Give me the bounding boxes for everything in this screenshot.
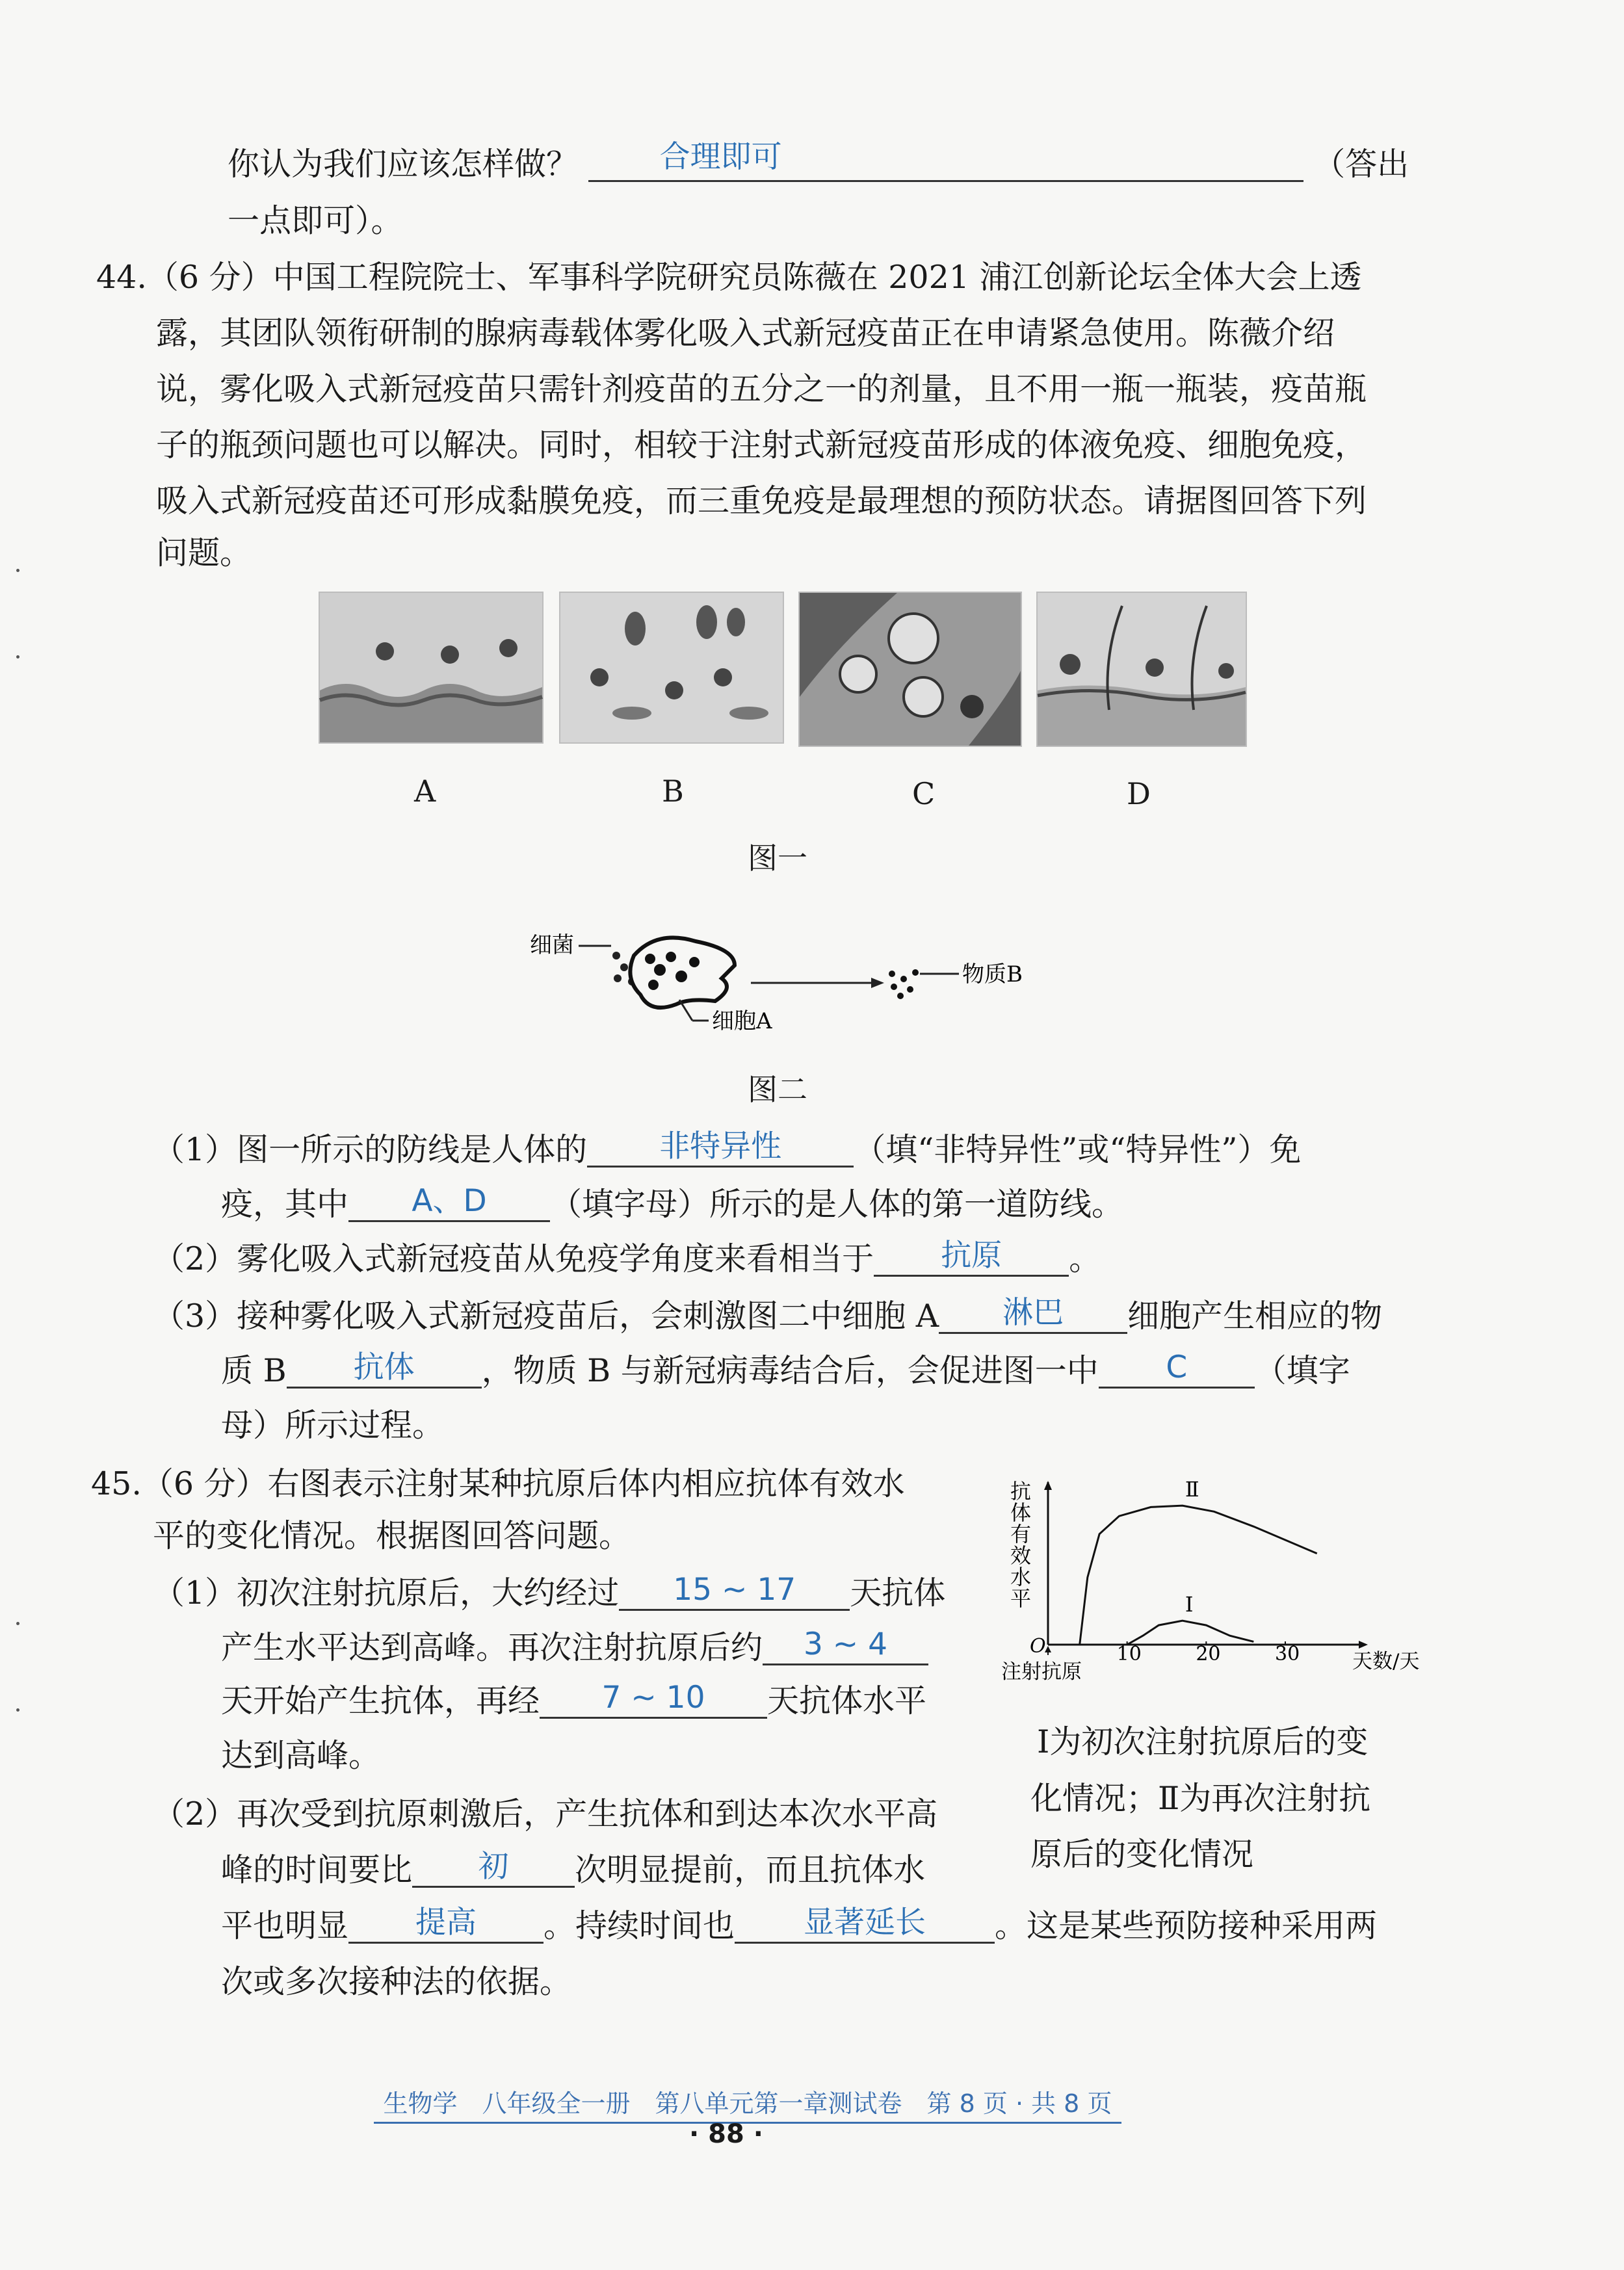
q45-p1-line4 <box>221 1737 381 1774</box>
q44-line-1: 44.（6 分）中国工程院院士、军事科学院研究员陈薇在 2021 浦江创新论坛全体大会上透 <box>96 259 1362 296</box>
q44-p3-answer1: 淋巴 <box>1002 1295 1064 1331</box>
fig1-label-c: C <box>912 776 936 811</box>
y-axis-label-char: 体 <box>1010 1500 1032 1525</box>
q45-p2-text-g: 次或多次接种法的依据。 <box>221 1963 572 2000</box>
fig2-bacteria-label: 细菌 <box>530 932 574 958</box>
q45-p2-blank3[interactable] <box>735 1905 995 1944</box>
q45-p1-blank3[interactable] <box>540 1680 767 1719</box>
injection-label: 注射抗原 <box>1001 1660 1082 1684</box>
q44-p3-blank1[interactable] <box>939 1295 1127 1334</box>
q45-p1-text-d: 天开始产生抗体，再经 <box>221 1682 540 1719</box>
q45-p1-blank1[interactable] <box>619 1572 850 1611</box>
fig1-label-a: A <box>414 774 436 809</box>
q45-p2-blank2[interactable] <box>348 1905 544 1944</box>
q45-p2-text-d: 平也明显 <box>221 1907 349 1944</box>
q44-p3-blank3[interactable] <box>1099 1350 1255 1389</box>
fig1-image-a <box>319 592 544 744</box>
fig1-c-drawing <box>800 593 1021 746</box>
q44-p3-answer2: 抗体 <box>353 1350 415 1385</box>
q45-p1-blank2[interactable] <box>763 1626 928 1665</box>
q44-p2-text-a: （2）雾化吸入式新冠疫苗从免疫学角度来看相当于 <box>153 1240 874 1277</box>
x-tick-label: 10 <box>1116 1643 1142 1665</box>
q44-p3-text-a: （3）接种雾化吸入式新冠疫苗后，会刺激图二中细胞 A <box>153 1298 939 1335</box>
q45-p1-text-a: （1）初次注射抗原后，大约经过 <box>153 1574 620 1611</box>
q44-line-3: 说，雾化吸入式新冠疫苗只需针剂疫苗的五分之一的剂量，且不用一瓶一瓶装，疫苗瓶 <box>156 371 1367 408</box>
fig2-substance-label: 物质B <box>962 961 1023 987</box>
q44-p1-blank2[interactable] <box>348 1183 550 1222</box>
q45-p1-text-e: 天抗体水平 <box>767 1682 927 1719</box>
fig1-image-d <box>1036 592 1247 747</box>
q44-p1-text-b: （填“非特异性”或“特异性”）免 <box>854 1131 1302 1168</box>
fig2-diagram <box>520 917 1053 1047</box>
q45-p1-text-c: 产生水平达到高峰。再次注射抗原后约 <box>221 1629 763 1666</box>
origin-label: O <box>1030 1635 1046 1658</box>
chart-note-line1: Ⅰ为初次注射抗原后的变 <box>1037 1723 1369 1760</box>
q45-p2-answer2: 提高 <box>415 1905 477 1940</box>
x-tick-label: 20 <box>1196 1643 1221 1665</box>
fig1-d-drawing <box>1038 593 1246 746</box>
q45-p2-line1 <box>153 1795 938 1833</box>
fig2-caption: 图二 <box>748 1072 807 1107</box>
q44-line-4: 子的瓶颈问题也可以解决。同时，相较于注射式新冠疫苗形成的体液免疫、细胞免疫， <box>156 426 1367 463</box>
q43-answer-blank[interactable] <box>588 139 1303 182</box>
q45-p2-text-b: 峰的时间要比 <box>221 1851 413 1888</box>
q44-p3-text-e: （填字 <box>1254 1352 1350 1389</box>
margin-mark <box>16 1708 20 1712</box>
q45-p1-answer2: 3 ~ 4 <box>803 1626 888 1662</box>
q44-line-2: 露，其团队领衔研制的腺病毒载体雾化吸入式新冠疫苗正在申请紧急使用。陈薇介绍 <box>156 315 1335 352</box>
y-axis-label-char: 平 <box>1010 1586 1032 1611</box>
q45-p2-line3 <box>221 1905 1378 1944</box>
q45-p2-answer3: 显著延长 <box>804 1905 926 1940</box>
x-axis-arrow <box>1359 1641 1368 1649</box>
q44-p3-text-b: 细胞产生相应的物 <box>1127 1298 1383 1335</box>
q44-p1-text-d: （填字母）所示的是人体的第一道防线。 <box>550 1186 1124 1223</box>
page-number: · 88 · <box>689 2119 763 2149</box>
q45-p2-line2 <box>221 1849 926 1888</box>
series-label-2: Ⅱ <box>1185 1477 1199 1502</box>
fig1-label-b: B <box>662 774 684 809</box>
y-axis-label-char: 水 <box>1010 1565 1032 1589</box>
q44-p1-line1 <box>153 1128 1302 1168</box>
q45-line-1: 45.（6 分）右图表示注射某种抗原后体内相应抗体有效水 <box>91 1465 905 1502</box>
fig2-cell-label: 细胞A <box>712 1008 772 1034</box>
q45-p2-blank1[interactable] <box>412 1849 575 1888</box>
fig1-a-drawing <box>320 593 542 742</box>
q45-p2-text-c: 次明显提前，而且抗体水 <box>575 1851 926 1888</box>
q45-p1-text-b: 天抗体 <box>850 1574 946 1611</box>
q44-p1-text-a: （1）图一所示的防线是人体的 <box>153 1131 588 1168</box>
chart-note-line2: 化情况；Ⅱ为再次注射抗 <box>1030 1780 1371 1817</box>
q44-p3-text-d: ，物质 B 与新冠病毒结合后，会促进图一中 <box>481 1352 1099 1389</box>
chart-note-line3: 原后的变化情况 <box>1030 1836 1254 1873</box>
q44-p3-line2 <box>221 1350 1350 1389</box>
q44-p1-blank1[interactable] <box>587 1128 854 1168</box>
q44-p1-text-c: 疫，其中 <box>221 1186 349 1223</box>
margin-mark <box>16 1622 20 1625</box>
fig1-image-c <box>798 592 1022 747</box>
q44-p1-line2 <box>221 1183 1124 1223</box>
q44-p2-answer: 抗原 <box>941 1238 1002 1273</box>
q45-p1-line1 <box>153 1572 946 1611</box>
x-axis-label: 天数/天 <box>1352 1650 1420 1673</box>
q44-p3-text-f: 母）所示过程。 <box>221 1407 445 1444</box>
q43-prompt-end: （答出 <box>1313 146 1409 183</box>
q45-p2-text-a: （2）再次受到抗原刺激后，产生抗体和到达本次水平高 <box>153 1795 938 1833</box>
q44-p3-answer3: C <box>1166 1350 1188 1385</box>
q44-line-6: 问题。 <box>156 534 252 571</box>
q45-p2-text-f: 。这是某些预防接种采用两 <box>995 1907 1378 1944</box>
x-tick-label: 30 <box>1275 1643 1300 1665</box>
q44-p3-line1 <box>153 1295 1383 1335</box>
q45-p1-line2 <box>221 1626 928 1666</box>
series-line-1 <box>1127 1621 1254 1645</box>
q44-p3-line3 <box>221 1407 445 1444</box>
q45-p2-line4 <box>221 1963 572 2000</box>
q45-p1-answer1: 15 ~ 17 <box>673 1572 796 1608</box>
q44-p2-line <box>153 1238 1101 1277</box>
antibody-chart <box>995 1469 1420 1703</box>
q45-p1-answer3: 7 ~ 10 <box>601 1680 705 1716</box>
y-axis-label-char: 有 <box>1010 1522 1032 1546</box>
fig1-b-drawing <box>560 593 783 742</box>
q45-p2-answer1: 初 <box>478 1849 509 1885</box>
q44-p3-blank2[interactable] <box>287 1350 482 1389</box>
footer-title: 生物学 八年级全一册 第八单元第一章测试卷 第 8 页 · 共 8 页 <box>374 2083 1121 2124</box>
q44-p2-blank[interactable] <box>874 1238 1069 1277</box>
fig1-caption: 图一 <box>748 841 807 876</box>
y-axis-label-char: 效 <box>1010 1543 1032 1568</box>
margin-mark <box>16 655 20 659</box>
q43-answer: 合理即可 <box>659 139 782 175</box>
q44-p2-text-b: 。 <box>1069 1240 1101 1277</box>
q43-tail-line2 <box>228 202 403 239</box>
margin-mark <box>16 569 20 572</box>
q43-prompt: 你认为我们应该怎样做？ <box>228 146 579 183</box>
y-axis-arrow <box>1044 1481 1052 1490</box>
q45-line-2: 平的变化情况。根据图回答问题。 <box>153 1517 631 1554</box>
q45-p1-line3 <box>221 1680 927 1719</box>
q45-p2-text-e: 。持续时间也 <box>544 1907 735 1944</box>
series-label-1: Ⅰ <box>1185 1592 1194 1617</box>
q43-tail-line1 <box>228 139 1409 183</box>
q44-p1-answer1: 非特异性 <box>659 1128 782 1164</box>
q44-p1-answer2: A、D <box>412 1183 487 1219</box>
q45-p1-text-f: 达到高峰。 <box>221 1737 381 1774</box>
y-axis-label-char: 抗 <box>1010 1479 1032 1504</box>
q44-p3-text-c: 质 B <box>221 1352 287 1389</box>
q43-tail-text: 一点即可）。 <box>228 202 403 239</box>
q44-line-5: 吸入式新冠疫苗还可形成黏膜免疫，而三重免疫是最理想的预防状态。请据图回答下列 <box>156 482 1367 519</box>
fig1-image-b <box>559 592 784 744</box>
fig1-label-d: D <box>1127 776 1151 811</box>
